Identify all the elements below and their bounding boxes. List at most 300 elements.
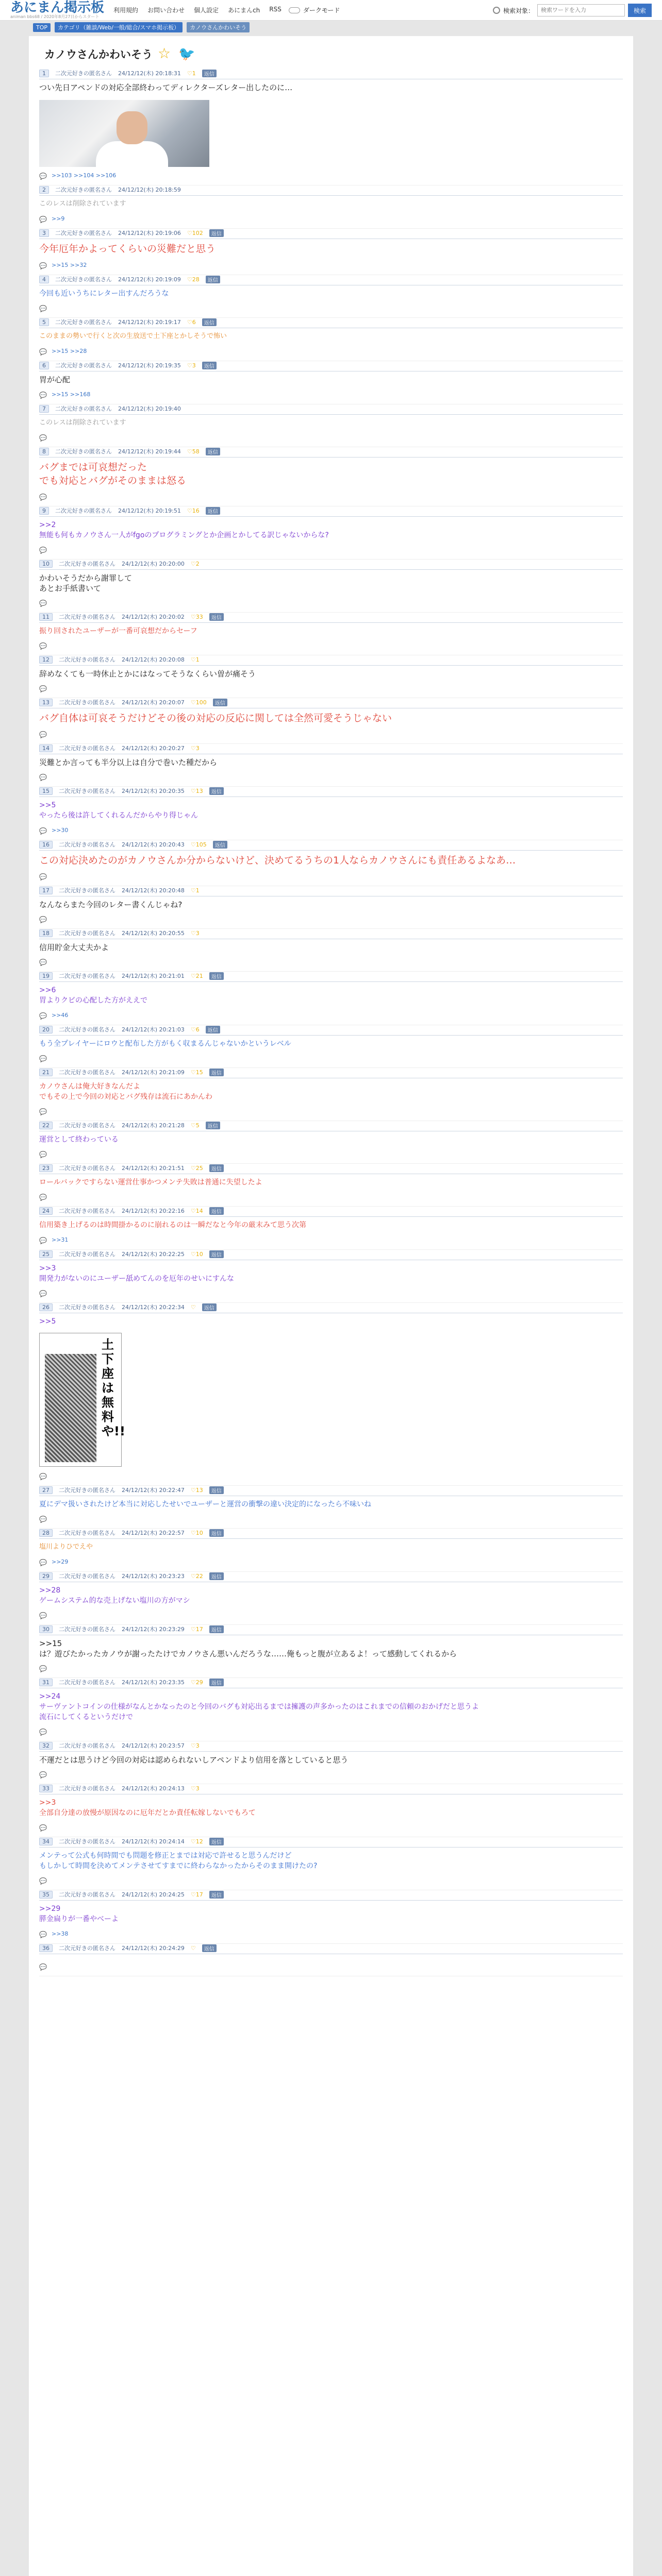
post-author: 二次元好きの匿名さん (59, 614, 115, 620)
post-header (39, 318, 623, 328)
like-number: 12 (195, 1838, 203, 1845)
like-count[interactable]: ♡1 (190, 656, 200, 663)
comment-icon[interactable]: 💬 (39, 1236, 47, 1244)
post-date: 24/12/12(木) 20:23:23 (122, 1573, 185, 1580)
post-number[interactable]: 5 (39, 318, 49, 326)
like-count[interactable]: ♡33 (190, 613, 203, 620)
post-footer (39, 639, 623, 655)
post-author: 二次元好きの匿名さん (59, 1304, 115, 1311)
post-body: 夏にデマ扱いされたけど本当に対応したせいでユーザーと運営の衝撃の違い決定的になったら不味いね (39, 1500, 371, 1509)
reply-button[interactable]: 返信 (206, 507, 220, 515)
post-footer (39, 1513, 623, 1529)
post-date: 24/12/12(木) 20:20:00 (122, 561, 185, 567)
comment-icon[interactable]: 💬 (39, 1194, 47, 1201)
post-date: 24/12/12(木) 20:22:57 (122, 1530, 185, 1536)
nav-rss[interactable]: RSS (269, 6, 282, 13)
post-body: カノウさんは俺大好きなんだよ でもその上で今回の対応とバグ残存は流石にあかんわ (39, 1082, 212, 1101)
post-number[interactable]: 28 (39, 1529, 53, 1537)
post-references[interactable]: >>15 >>168 (52, 391, 91, 398)
post-number[interactable]: 20 (39, 1026, 53, 1033)
like-count[interactable]: ♡1 (190, 887, 200, 894)
comment-icon[interactable]: 💬 (39, 1612, 47, 1619)
post-number[interactable]: 11 (39, 613, 53, 621)
post (39, 1164, 623, 1207)
like-number: 13 (195, 1486, 203, 1494)
like-count[interactable]: ♡102 (187, 229, 203, 236)
post-header (39, 886, 623, 896)
like-count[interactable]: ♡ (190, 1944, 196, 1952)
post-header (39, 69, 623, 79)
comment-icon[interactable]: 💬 (39, 827, 47, 835)
post-number[interactable]: 4 (39, 276, 49, 283)
comment-icon[interactable]: 💬 (39, 391, 47, 399)
comment-icon[interactable]: 💬 (39, 774, 47, 781)
breadcrumb-category[interactable]: カテゴリ（雑談/Web/一般/総合/スマホ掲示板） (55, 22, 183, 32)
post-date: 24/12/12(木) 20:21:03 (122, 1026, 185, 1033)
comment-icon[interactable]: 💬 (39, 731, 47, 738)
reply-button[interactable]: 返信 (209, 229, 224, 237)
like-count[interactable]: ♡14 (190, 1207, 203, 1214)
post-references[interactable]: >>30 (52, 827, 69, 834)
post-header (39, 744, 623, 754)
reply-button[interactable]: 返信 (202, 1944, 217, 1952)
post-body: >>24 サーヴァントコインの仕様がなんとかなったのと今回のバグも対応出るまでは擁護の声多かったのはこれまでの信頼のおかげだと思うよ 流石にしてくるというだけで (39, 1692, 479, 1721)
like-count[interactable]: ♡3 (190, 1742, 200, 1749)
post-date: 24/12/12(木) 20:23:57 (122, 1742, 185, 1749)
post-references[interactable]: >>103 >>104 >>106 (52, 172, 117, 179)
comment-icon[interactable]: 💬 (39, 642, 47, 650)
comment-icon[interactable]: 💬 (39, 1108, 47, 1115)
post-number[interactable]: 26 (39, 1303, 53, 1311)
post-footer (39, 682, 623, 698)
post (39, 506, 623, 560)
post-date: 24/12/12(木) 20:19:40 (118, 405, 181, 412)
post-footer (39, 1009, 623, 1025)
post (39, 613, 623, 655)
post (39, 69, 623, 185)
post-number[interactable]: 33 (39, 1785, 53, 1792)
comment-icon[interactable]: 💬 (39, 1824, 47, 1832)
like-number: 1 (195, 656, 200, 663)
post-author: 二次元好きの匿名さん (55, 70, 112, 77)
thread-title: カノウさんかわいそう (44, 48, 153, 61)
like-count[interactable]: ♡3 (190, 744, 200, 752)
comment-icon[interactable]: 💬 (39, 1558, 47, 1566)
like-count[interactable]: ♡3 (190, 1785, 200, 1792)
post-number[interactable]: 12 (39, 656, 53, 664)
post-header (39, 1890, 623, 1901)
reply-button[interactable]: 返信 (209, 1572, 224, 1580)
post-author: 二次元好きの匿名さん (59, 1530, 115, 1536)
like-count[interactable]: ♡17 (190, 1891, 203, 1898)
like-count[interactable]: ♡ (190, 1303, 196, 1311)
star-icon[interactable]: ☆ (158, 45, 171, 62)
like-number: 33 (195, 613, 203, 620)
reply-button[interactable]: 返信 (209, 1207, 224, 1215)
nav-contact[interactable]: お問い合わせ (147, 7, 185, 14)
post-date: 24/12/12(木) 20:19:06 (118, 230, 181, 236)
post-header (39, 560, 623, 570)
post-body: 信用貯金大丈夫かよ (39, 943, 109, 952)
post-author: 二次元好きの匿名さん (55, 230, 112, 236)
post (39, 1837, 623, 1890)
post-number[interactable]: 34 (39, 1838, 53, 1845)
reply-button[interactable]: 返信 (209, 1529, 224, 1537)
comment-icon[interactable]: 💬 (39, 873, 47, 880)
post-body: >>2 無能も何もカノウさん一人がfgoのプログラミングとか企画とかしてる訳じゃないからな? (39, 521, 329, 539)
comment-icon[interactable]: 💬 (39, 685, 47, 692)
reply-button[interactable]: 返信 (206, 1026, 220, 1033)
post-number[interactable]: 17 (39, 887, 53, 894)
post-header (39, 275, 623, 285)
post-date: 24/12/12(木) 20:24:13 (122, 1785, 185, 1792)
reply-button[interactable]: 返信 (209, 1625, 224, 1633)
reply-button[interactable]: 返信 (202, 70, 217, 77)
like-count[interactable]: ♡28 (187, 276, 200, 283)
post-header (39, 1207, 623, 1217)
reply-button[interactable]: 返信 (206, 276, 220, 283)
post-footer (39, 870, 623, 886)
post-number[interactable]: 18 (39, 929, 53, 937)
post-header (39, 1529, 623, 1539)
post-body: 信用築き上げるのは時間掛かるのに崩れるのは一瞬だなと今年の厳末みて思う次第 (39, 1221, 306, 1229)
post (39, 1121, 623, 1164)
post-author: 二次元好きの匿名さん (59, 1208, 115, 1214)
post-references[interactable]: >>31 (52, 1236, 69, 1243)
post-date: 24/12/12(木) 20:20:55 (122, 930, 185, 937)
post-number[interactable]: 9 (39, 507, 49, 515)
post-footer (39, 302, 623, 318)
post-author: 二次元好きの匿名さん (59, 1251, 115, 1258)
post-number[interactable]: 25 (39, 1250, 53, 1258)
post-header (39, 1121, 623, 1131)
like-number: 15 (195, 1069, 203, 1076)
post-date: 24/12/12(木) 20:19:17 (118, 319, 181, 326)
like-number: 17 (195, 1891, 203, 1898)
post-header (39, 1625, 623, 1635)
comment-icon[interactable]: 💬 (39, 1012, 47, 1020)
reply-button[interactable]: 返信 (209, 972, 224, 980)
post-number[interactable]: 36 (39, 1944, 53, 1952)
comment-icon[interactable]: 💬 (39, 494, 47, 501)
post-list (29, 69, 633, 1976)
post (39, 1890, 623, 1944)
comment-icon[interactable]: 💬 (39, 1963, 47, 1971)
post-date: 24/12/12(木) 20:18:31 (118, 70, 181, 77)
reply-button[interactable]: 返信 (209, 1069, 224, 1076)
nav-terms[interactable]: 利用規約 (113, 7, 139, 14)
reply-button[interactable]: 返信 (202, 318, 217, 326)
like-count[interactable]: ♡22 (190, 1572, 203, 1580)
post-header (39, 1944, 623, 1954)
post-author: 二次元好きの匿名さん (59, 1891, 115, 1898)
post (39, 1025, 623, 1068)
like-count[interactable]: ♡15 (190, 1069, 203, 1076)
post-header (39, 1678, 623, 1688)
post-footer (39, 728, 623, 744)
post-references[interactable]: >>9 (52, 215, 65, 222)
post-header (39, 613, 623, 623)
post-date: 24/12/12(木) 20:19:09 (118, 276, 181, 283)
post-date: 24/12/12(木) 20:24:29 (122, 1945, 185, 1952)
reply-button[interactable]: 返信 (209, 1838, 224, 1845)
post-number[interactable]: 6 (39, 362, 49, 369)
like-count[interactable]: ♡25 (190, 1164, 203, 1172)
post-author: 二次元好きの匿名さん (55, 362, 112, 369)
like-count[interactable]: ♡5 (190, 1122, 200, 1129)
comment-icon[interactable]: 💬 (39, 1665, 47, 1672)
like-number: 25 (195, 1164, 203, 1172)
like-number: 3 (192, 362, 196, 369)
post-number[interactable]: 16 (39, 841, 53, 849)
post-body (39, 1954, 623, 1960)
like-number: 58 (192, 448, 200, 455)
post-number[interactable]: 21 (39, 1069, 53, 1076)
nav-animanch[interactable]: あにまんch (228, 7, 260, 14)
like-number: 6 (195, 1026, 200, 1033)
post-body: 災難とか言っても半分以上は自分で巻いた種だから (39, 758, 218, 767)
post-number[interactable]: 24 (39, 1207, 53, 1215)
like-count[interactable]: ♡29 (190, 1679, 203, 1686)
breadcrumb-top[interactable]: TOP (33, 23, 51, 32)
post-footer (39, 1609, 623, 1625)
post (39, 1784, 623, 1837)
post-references[interactable]: >>15 >>28 (52, 348, 87, 354)
reply-button[interactable]: 返信 (209, 613, 224, 621)
comment-icon[interactable]: 💬 (39, 547, 47, 554)
post-author: 二次元好きの匿名さん (59, 1026, 115, 1033)
post-number[interactable]: 30 (39, 1625, 53, 1633)
post-author: 二次元好きの匿名さん (55, 507, 112, 514)
comment-icon[interactable]: 💬 (39, 215, 47, 223)
post-footer (39, 913, 623, 929)
post-date: 24/12/12(木) 20:21:01 (122, 973, 185, 979)
comment-icon[interactable]: 💬 (39, 1516, 47, 1523)
post-references[interactable]: >>15 >>32 (52, 262, 87, 268)
post-body: このレスは削除されています (39, 200, 126, 208)
breadcrumb-thread[interactable]: カノウさんかわいそう (187, 22, 250, 32)
post-references[interactable]: >>29 (52, 1558, 69, 1565)
post-date: 24/12/12(木) 20:22:25 (122, 1251, 185, 1258)
post-number[interactable]: 23 (39, 1164, 53, 1172)
post-body: >>3 全部自分達の放慢が原因なのに厄年だとか責任転嫁しないでもろて (39, 1799, 256, 1817)
post-number[interactable]: 14 (39, 744, 53, 752)
post-body: >>29 膵金扁りが一番やべーよ (39, 1905, 119, 1923)
comment-icon[interactable]: 💬 (39, 1151, 47, 1158)
twitter-share-icon[interactable]: 🐦 (178, 46, 195, 62)
post-number[interactable]: 7 (39, 405, 49, 413)
like-number: 10 (195, 1529, 203, 1536)
post-author: 二次元好きの匿名さん (59, 1573, 115, 1580)
like-count[interactable]: ♡1 (187, 70, 196, 77)
post-manga-image[interactable]: 土下座は無料や!! (39, 1333, 122, 1467)
comment-icon[interactable]: 💬 (39, 1473, 47, 1480)
logo-text: あにまん掲示板 (10, 0, 105, 15)
site-header (0, 0, 662, 21)
post-date: 24/12/12(木) 20:20:48 (122, 887, 185, 894)
like-count[interactable]: ♡6 (187, 318, 196, 326)
comment-icon[interactable]: 💬 (39, 1290, 47, 1297)
post-header (39, 787, 623, 797)
post-footer (39, 1768, 623, 1784)
post-date: 24/12/12(木) 20:20:35 (122, 788, 185, 794)
reply-button[interactable]: 返信 (209, 1164, 224, 1172)
post-footer (39, 345, 623, 361)
like-count[interactable]: ♡12 (190, 1838, 203, 1845)
reply-button[interactable]: 返信 (202, 1303, 217, 1311)
reply-button[interactable]: 返信 (209, 1250, 224, 1258)
post-author: 二次元好きの匿名さん (59, 1785, 115, 1792)
reply-button[interactable]: 返信 (206, 1122, 220, 1129)
post-number[interactable]: 8 (39, 448, 49, 455)
like-count[interactable]: ♡3 (190, 929, 200, 937)
post (39, 1741, 623, 1784)
post-author: 二次元好きの匿名さん (59, 841, 115, 848)
comment-icon[interactable]: 💬 (39, 1728, 47, 1736)
site-logo[interactable] (10, 1, 104, 20)
like-count[interactable]: ♡13 (190, 1486, 203, 1494)
post-body: なんならまた今回のレター書くんじゃね? (39, 900, 183, 909)
post (39, 1486, 623, 1529)
post-number[interactable]: 13 (39, 699, 53, 706)
like-count[interactable]: ♡10 (190, 1529, 203, 1536)
reply-button[interactable]: 返信 (206, 448, 220, 455)
post-date: 24/12/12(木) 20:24:14 (122, 1838, 185, 1845)
post-references[interactable]: >>38 (52, 1930, 69, 1937)
search-area (493, 4, 652, 17)
post-footer (39, 1662, 623, 1678)
like-count[interactable]: ♡105 (190, 841, 207, 848)
post-header (39, 1486, 623, 1496)
comment-icon[interactable]: 💬 (39, 959, 47, 966)
top-nav (113, 6, 282, 14)
like-count[interactable]: ♡3 (187, 362, 196, 369)
post-number[interactable]: 29 (39, 1572, 53, 1580)
post-body: もう全プレイヤーにロウと配布した方がもく収まるんじゃないかというレベル (39, 1040, 291, 1048)
post-date: 24/12/12(木) 20:22:47 (122, 1487, 185, 1494)
post (39, 929, 623, 972)
post-footer (39, 544, 623, 560)
post-number[interactable]: 15 (39, 787, 53, 795)
reply-button[interactable]: 返信 (202, 362, 217, 369)
post-number[interactable]: 2 (39, 186, 49, 194)
post-number[interactable]: 35 (39, 1891, 53, 1899)
reply-button[interactable]: 返信 (213, 841, 227, 849)
like-count[interactable]: ♡17 (190, 1625, 203, 1633)
post-number[interactable]: 19 (39, 972, 53, 980)
comment-icon[interactable]: 💬 (39, 305, 47, 312)
like-count[interactable]: ♡2 (190, 560, 200, 567)
post-date: 24/12/12(木) 20:19:44 (118, 448, 181, 455)
reply-button[interactable]: 返信 (209, 1891, 224, 1899)
post-header (39, 1837, 623, 1848)
comment-icon[interactable]: 💬 (39, 172, 47, 180)
post-body: つい先日アペンドの対応全部終わってディレクターズレター出したのに… (39, 83, 293, 92)
dark-mode-toggle[interactable] (289, 6, 340, 14)
post-body: このレスは削除されています (39, 419, 126, 427)
post (39, 185, 623, 229)
post-body: 振り回されたユーザーが一番可哀想だからセーフ (39, 627, 197, 635)
breadcrumb (0, 21, 662, 34)
search-button[interactable]: 検索 (628, 4, 652, 17)
post-date: 24/12/12(木) 20:20:43 (122, 841, 185, 848)
comment-icon[interactable]: 💬 (39, 1877, 47, 1885)
post-author: 二次元好きの匿名さん (55, 405, 112, 412)
post-date: 24/12/12(木) 20:20:08 (122, 656, 185, 663)
like-count[interactable]: ♡10 (190, 1250, 203, 1258)
like-count[interactable]: ♡100 (190, 699, 207, 706)
comment-icon[interactable]: 💬 (39, 1055, 47, 1062)
reply-button[interactable]: 返信 (209, 787, 224, 795)
post-footer (39, 259, 623, 275)
post-body: >>5 (39, 1317, 56, 1326)
post (39, 787, 623, 840)
search-input[interactable] (537, 4, 625, 16)
comment-icon[interactable]: 💬 (39, 262, 47, 269)
comment-icon[interactable]: 💬 (39, 600, 47, 607)
post (39, 840, 623, 886)
comment-icon[interactable]: 💬 (39, 434, 47, 442)
post (39, 1572, 623, 1625)
post-body: >>3 開発力がないのにユーザー舐めてんのを厄年のせいにすんな (39, 1264, 234, 1283)
reply-button[interactable]: 返信 (209, 1486, 224, 1494)
post-date: 24/12/12(木) 20:24:25 (122, 1891, 185, 1898)
like-number: 21 (195, 972, 203, 979)
post-photo[interactable] (39, 100, 209, 167)
post-header (39, 447, 623, 457)
like-number: 1 (195, 887, 200, 894)
post-body: >>15 は？遊びたかったカノウが謝ったたけでカノウさん悪いんだろうな……俺もっと腹が立あるよ！って感動してくれるから (39, 1639, 457, 1658)
reply-button[interactable]: 返信 (209, 1679, 224, 1686)
post-number[interactable]: 22 (39, 1122, 53, 1129)
like-count[interactable]: ♡58 (187, 448, 200, 455)
like-count[interactable]: ♡16 (187, 507, 200, 514)
like-count[interactable]: ♡6 (190, 1026, 200, 1033)
post-number[interactable]: 1 (39, 70, 49, 77)
post-number[interactable]: 32 (39, 1742, 53, 1750)
post-date: 24/12/12(木) 20:19:51 (118, 507, 181, 514)
like-count[interactable]: ♡13 (190, 787, 203, 794)
post-body: バグ自体は可哀そうだけどその後の対応の反応に関しては全然可愛そうじゃない (39, 713, 392, 724)
nav-settings[interactable]: 個人設定 (194, 7, 219, 14)
post-footer (39, 431, 623, 447)
post-body: メンテって公式も何時間でも問題を修正とまでは対応で許せると思うんだけど もしかして時間を決めてメンテさせてすまでに終わらなかったからそのまま開けたの? (39, 1852, 318, 1870)
post-footer (39, 597, 623, 613)
post-number[interactable]: 31 (39, 1679, 53, 1686)
post-number[interactable]: 27 (39, 1486, 53, 1494)
post-author: 二次元好きの匿名さん (59, 699, 115, 706)
post-number[interactable]: 3 (39, 229, 49, 237)
post-footer (39, 1148, 623, 1164)
like-number: 28 (192, 276, 200, 283)
like-count[interactable]: ♡21 (190, 972, 203, 979)
like-number: 17 (195, 1625, 203, 1633)
post (39, 655, 623, 698)
post-date: 24/12/12(木) 20:23:35 (122, 1679, 185, 1686)
comment-icon[interactable]: 💬 (39, 1771, 47, 1778)
comment-icon[interactable]: 💬 (39, 348, 47, 355)
reply-button[interactable]: 返信 (213, 699, 227, 706)
like-number: 6 (192, 318, 196, 326)
post-header (39, 404, 623, 415)
post-date: 24/12/12(木) 20:20:27 (122, 745, 185, 752)
post-references[interactable]: >>46 (52, 1012, 69, 1019)
like-number: 105 (195, 841, 207, 848)
post-number[interactable]: 10 (39, 560, 53, 568)
comment-icon[interactable]: 💬 (39, 916, 47, 923)
search-icon (493, 7, 500, 14)
comment-icon[interactable]: 💬 (39, 1930, 47, 1938)
